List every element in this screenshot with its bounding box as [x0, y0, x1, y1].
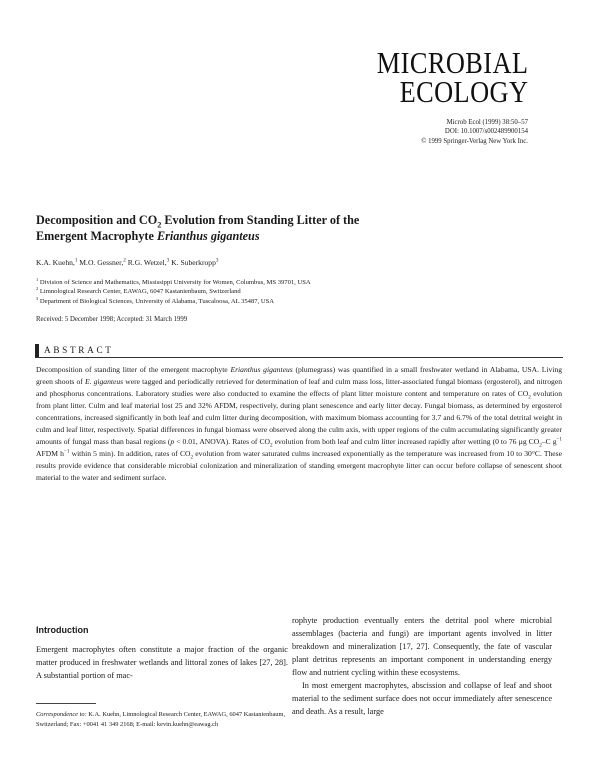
body-left-column: Emergent macrophytes often constitute a major fraction of the organic matter produced in freshwater wetlands and littoral zones of lakes [27, 28]. A substantial portion of mac- — [36, 645, 288, 680]
author: K.A. Kuehn, — [36, 258, 75, 267]
citation: Microb Ecol (1999) 38:50–57 — [446, 119, 528, 126]
author-list: K.A. Kuehn,$^1$ M.O. Gessner,$^2$ R.G. Wetzel,$^3$ K. Suberkropp$^3$ — [36, 257, 219, 267]
author: R.G. Wetzel, — [127, 258, 167, 267]
journal-info — [421, 118, 528, 146]
journal-name-line2: ECOLOGY — [399, 74, 528, 109]
affiliation: $^1$ Division of Science and Mathematics, Mississippi University for Women, Columbus, MS 39701, USA — [36, 276, 311, 286]
affiliation: $^2$ Limnological Research Center, EAWAG, 6047 Kastanienbaum, Switzerland — [36, 286, 241, 296]
article-title: Decomposition and $CO_2$ Evolution from Standing Litter of the Emergent Macrophyte Erianthus giganteus — [36, 213, 360, 243]
paragraph: In most emergent macrophytes, abscission and collapse of leaf and shoot material to the sediment surface does not occur immediately after senescence and death. As a result, large — [292, 681, 552, 716]
journal-masthead — [350, 45, 528, 109]
affiliations — [36, 278, 311, 306]
heading-bar — [35, 344, 39, 357]
heading-rule — [35, 357, 563, 358]
abstract-label: ABSTRACT — [44, 345, 114, 355]
footnote-rule — [36, 703, 96, 704]
body-right-column — [292, 614, 552, 718]
copyright: © 1999 Springer-Verlag New York Inc. — [421, 137, 528, 145]
abstract-heading — [35, 344, 563, 358]
section-heading-introduction: Introduction — [36, 625, 89, 635]
received-dates: Received: 5 December 1998; Accepted: 31 March 1999 — [36, 316, 188, 323]
affiliation: $^3$ Department of Biological Sciences, University of Alabama, Tuscaloosa, AL 35487, USA — [36, 295, 275, 305]
author: K. Suberkropp — [171, 258, 216, 267]
abstract-text: Decomposition of standing litter of the emergent macrophyte Erianthus giganteus (plumegrass) was quantified in a small freshwater wetland in Alabama, USA. Living green shoots of E. giganteus were tagged and periodically retrieved for determination of leaf and culm mass loss, litter-associated fungal biomass (ergosterol), and nitrogen and phosphorus concentrations. Laboratory studies were also conducted to examine the effects of plant litter moisture content and temperature on rates of $CO_2$ evolution from plant litter. Culm and leaf material lost 25 and 32% AFDM, respectively, during plant senescence and early litter decay. Fungal biomass, as determined by ergosterol concentrations, increased significantly in both leaf and culm litter during decomposition, with maximum biomass accounting for 3.7 and 6.7% of the total detrital weight in culm and leaf litter, respectively. Spatial differences in fungal biomass were observed along the culm axis, with upper regions of the culm accumulating significantly greater amounts of fungal mass than basal regions (p < 0.01, ANOVA). Rates of $CO_2$ evolution from both leaf and culm litter increased rapidly after wetting (0 to 76 µg $CO_2-C$ $g^{-1}$ AFDM $h^{-1}$ within 5 min). In addition, rates of $CO_2$ evolution from water saturated culms increased exponentially as the temperature was increased from 10 to 30°C. These results provide evidence that considerable microbial colonization and mineralization of standing emergent macrophyte litter can occur before collapse of senescent shoot material to the water and sediment surface. — [36, 365, 563, 483]
correspondence-footnote: Correspondence to: K.A. Kuehn, Limnological Research Center, EAWAG, 6047 Kastanienbaum, Switzerland; Fax: +0041 41 349 2168; E-mail: kevin.kuehn@eawag.ch — [36, 711, 286, 728]
author: M.O. Gessner, — [79, 258, 124, 267]
journal-name-line1: MICROBIAL — [376, 45, 528, 80]
paragraph: rophyte production eventually enters the detrital pool where microbial assemblages (bacteria and fungi) are important agents involved in litter breakdown and mineralization [17, 27]. Consequently, the fate of vascular plant detritus represents an important component in understanding energy flow and nutrient cycling within these ecosystems. — [292, 616, 552, 677]
doi: DOI: 10.1007/s002489900154 — [444, 128, 528, 136]
